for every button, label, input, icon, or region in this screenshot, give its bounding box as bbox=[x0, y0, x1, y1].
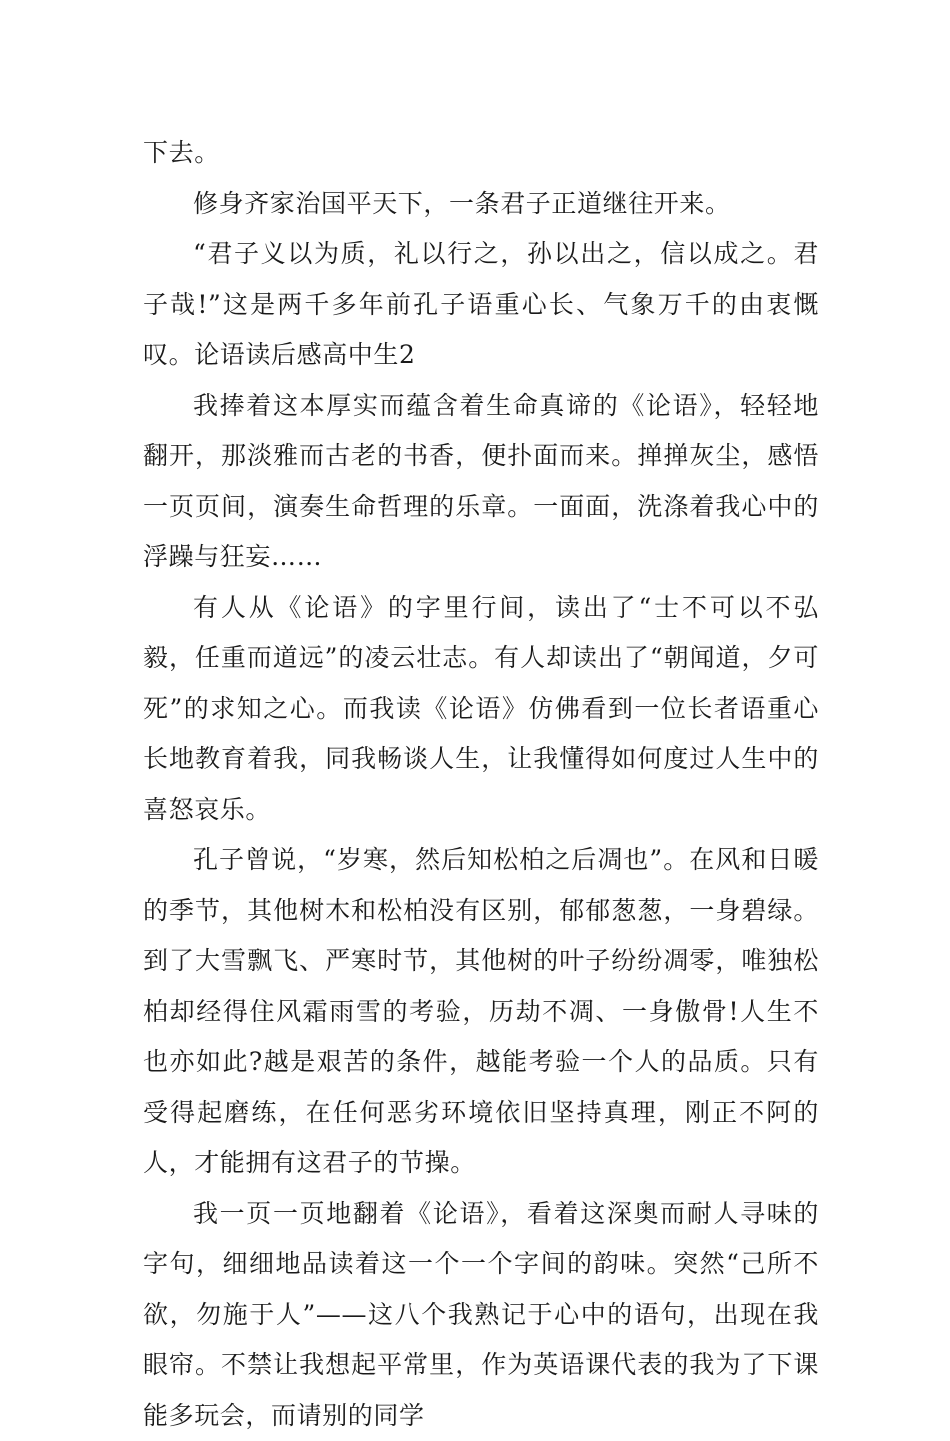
paragraph: 有人从《论语》的字里行间，读出了“士不可以不弘毅，任重而道远”的凌云壮志。有人却读出了“朝闻道，夕可死”的求知之心。而我读《论语》仿佛看到一位长者语重心长地教育着我，同我畅谈人生，让我懂得如何度过人生中的喜怒哀乐。 bbox=[143, 583, 819, 836]
paragraph: 我捧着这本厚实而蕴含着生命真谛的《论语》，轻轻地翻开，那淡雅而古老的书香，便扑面而来。掸掸灰尘，感悟一页页间，演奏生命哲理的乐章。一面面，洗涤着我心中的浮躁与狂妄…… bbox=[143, 381, 819, 583]
paragraph: 我一页一页地翻着《论语》，看着这深奥而耐人寻味的字句，细细地品读着这一个一个字间的韵味。突然“己所不欲，勿施于人”——这八个我熟记于心中的语句，出现在我眼帘。不禁让我想起平常里，作为英语课代表的我为了下课能多玩会，而请别的同学 bbox=[143, 1189, 819, 1441]
paragraph: “君子义以为质，礼以行之，孙以出之，信以成之。君子哉!”这是两千多年前孔子语重心长、气象万千的由衷慨叹。论语读后感高中生2 bbox=[143, 229, 819, 381]
document-body bbox=[143, 128, 819, 1441]
paragraph-continuation: 下去。 bbox=[143, 128, 819, 179]
paragraph: 修身齐家治国平天下，一条君子正道继往开来。 bbox=[143, 179, 819, 230]
paragraph: 孔子曾说，“岁寒，然后知松柏之后凋也”。在风和日暖的季节，其他树木和松柏没有区别，郁郁葱葱，一身碧绿。到了大雪飘飞、严寒时节，其他树的叶子纷纷凋零，唯独松柏却经得住风霜雨雪的考验，历劫不凋、一身傲骨!人生不也亦如此?越是艰苦的条件，越能考验一个人的品质。只有受得起磨练，在任何恶劣环境依旧坚持真理，刚正不阿的人，才能拥有这君子的节操。 bbox=[143, 835, 819, 1189]
